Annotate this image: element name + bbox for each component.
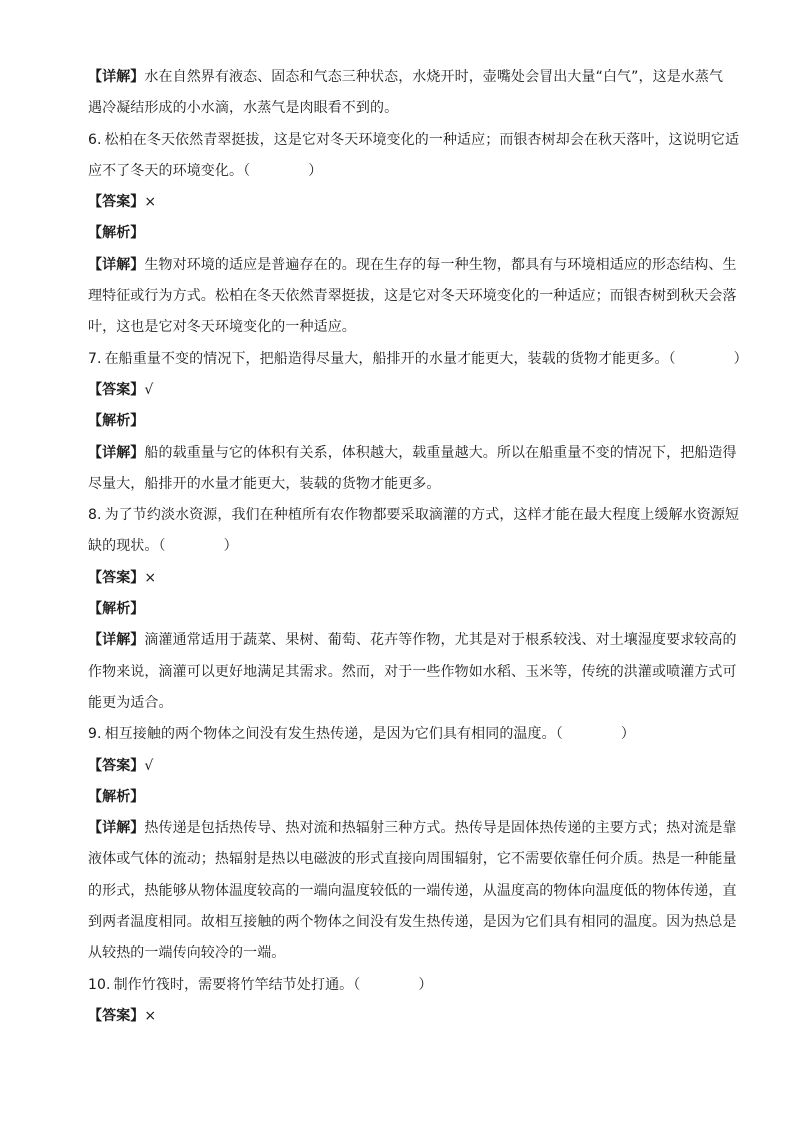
question-line [88, 344, 748, 375]
detail-line [88, 281, 737, 312]
question-line [88, 125, 740, 156]
detail-line [88, 312, 722, 343]
question-number: 8. [88, 507, 102, 524]
detail-line-text: 热传递是包括热传导、热对流和热辐射三种方式。热传导是固体热传递的主要方式；热对流是靠 [144, 820, 737, 837]
detail-line [88, 438, 737, 469]
detail-line-text: 到两者温度相同。故相互接触的两个物体之间没有发生热传递，是因为它们具有相同的温度。因为热总是 [88, 914, 737, 931]
detail-line-text: 生物对环境的适应是普遍存在的。现在生存的每一种生物，都具有与环境相适应的形态结构、生 [144, 256, 737, 273]
answer-line-text: × [144, 1007, 157, 1024]
analysis-line [88, 594, 722, 625]
question-number: 7. [88, 350, 102, 367]
detail-line [88, 250, 737, 281]
detail-line-text: 滴灌通常适用于蔬菜、果树、葡萄、花卉等作物，尤其是对于根系较浅、对土壤湿度要求较高的 [144, 632, 737, 649]
detail-line [88, 938, 722, 969]
answer-line-label: 【答案】 [88, 1007, 145, 1024]
question-number: 6. [88, 131, 102, 148]
detail-line [88, 469, 722, 500]
analysis-line [88, 782, 722, 813]
answer-line-label: 【答案】 [88, 569, 145, 586]
answer-line-label: 【答案】 [88, 757, 145, 774]
answer-line [88, 563, 722, 594]
close-paren: ） [223, 538, 238, 555]
detail-line-label: 【详解】 [88, 69, 145, 85]
detail-line-label: 【详解】 [88, 444, 145, 461]
detail-line-text: 能更为适合。 [88, 694, 173, 711]
close-paren: ） [418, 976, 433, 993]
close-paren: ） [620, 726, 635, 743]
question-text: 在船重量不变的情况下，把船造得尽量大，船排开的水量才能更大，装载的货物才能更多。（ [104, 350, 676, 367]
answer-line [88, 187, 722, 218]
analysis-line-label: 【解析】 [88, 413, 145, 430]
analysis-line-label: 【解析】 [88, 601, 145, 618]
question-text: 缺的现状。（ [88, 538, 166, 555]
detail-line [88, 688, 722, 719]
question-text: 制作竹筏时，需要将竹竿结节处打通。（ [113, 976, 361, 993]
answer-line [88, 1001, 722, 1032]
answer-line-label: 【答案】 [88, 194, 145, 211]
question-line [88, 970, 722, 1001]
detail-line-text: 的形式，热能够从物体温度较高的一端向温度较低的一端传递，从温度高的物体向温度低的物体传递，直 [88, 882, 737, 899]
close-paren: ） [733, 350, 748, 367]
detail-line [88, 844, 737, 875]
detail-line [88, 93, 722, 124]
question-text: 应不了冬天的环境变化。（ [88, 162, 251, 179]
question-text: 松柏在冬天依然青翠挺拔，这是它对冬天环境变化的一种适应；而银杏树却会在秋天落叶，这说明它适 [104, 131, 740, 148]
analysis-line [88, 406, 722, 437]
question-line [88, 531, 722, 562]
detail-line [88, 876, 737, 907]
detail-line [88, 907, 737, 938]
answer-line [88, 751, 722, 782]
detail-line [88, 813, 737, 844]
answer-line-text: √ [144, 381, 154, 398]
answer-line-label: 【答案】 [88, 381, 145, 398]
question-text: 为了节约淡水资源，我们在种植所有农作物都要采取滴灌的方式，这样才能在最大程度上缓解水资源短 [104, 507, 740, 524]
detail-line-text: 理特征或行为方式。松柏在冬天依然青翠挺拔，这是它对冬天环境变化的一种适应；而银杏树到秋天会落 [88, 288, 737, 305]
detail-line-text: 从较热的一端传向较冷的一端。 [88, 945, 286, 962]
close-paren: ） [308, 162, 323, 179]
detail-line-text: 尽量大，船排开的水量才能更大，装载的货物才能更多。 [88, 475, 441, 492]
question-number: 10. [88, 976, 111, 993]
analysis-line-label: 【解析】 [88, 225, 145, 242]
detail-line [88, 657, 737, 688]
answer-line-text: × [144, 569, 157, 586]
question-line [88, 500, 740, 531]
answer-line-text: √ [144, 757, 154, 774]
detail-line-label: 【详解】 [88, 632, 145, 649]
detail-line-text: 水在自然界有液态、固态和气态三种状态，水烧开时，壶嘴处会冒出大量“白气”，这是水蒸气 [144, 69, 724, 85]
document-content [88, 62, 748, 1032]
answer-line-text: × [144, 194, 157, 211]
detail-line-label: 【详解】 [88, 820, 145, 837]
question-line [88, 156, 722, 187]
answer-line [88, 375, 722, 406]
question-number: 9. [88, 726, 102, 743]
analysis-line-label: 【解析】 [88, 788, 145, 805]
detail-line-label: 【详解】 [88, 256, 145, 273]
detail-line [88, 625, 737, 656]
detail-line-text: 液体或气体的流动；热辐射是热以电磁波的形式直接向周围辐射，它不需要依靠任何介质。热是一种能量 [88, 851, 737, 868]
detail-line-text: 叶，这也是它对冬天环境变化的一种适应。 [88, 319, 356, 336]
analysis-line [88, 218, 722, 249]
detail-line-text: 船的载重量与它的体积有关系，体积越大，载重量越大。所以在船重量不变的情况下，把船造得 [144, 444, 737, 461]
question-line [88, 719, 722, 750]
question-text: 相互接触的两个物体之间没有发生热传递，是因为它们具有相同的温度。（ [104, 726, 563, 743]
detail-line [88, 62, 722, 93]
detail-line-text: 遇冷凝结形成的小水滴，水蒸气是肉眼看不到的。 [88, 100, 399, 117]
detail-line-text: 作物来说，滴灌可以更好地满足其需求。然而，对于一些作物如水稻、玉米等，传统的洪灌或喷灌方式可 [88, 663, 737, 680]
